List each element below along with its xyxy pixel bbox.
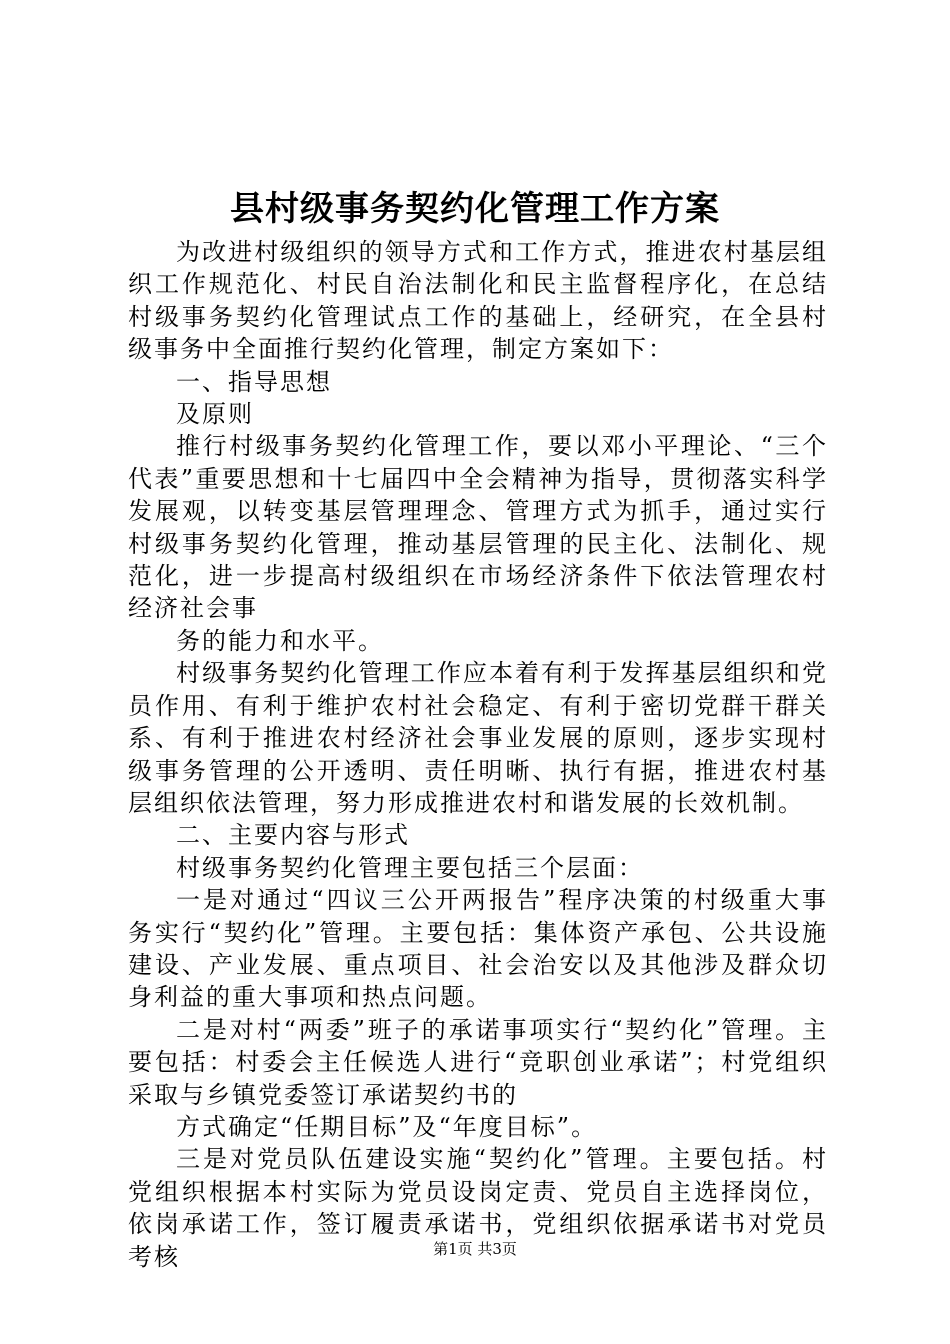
paragraph-principles: 村级事务契约化管理工作应本着有利于发挥基层组织和党员作用、有利于维护农村社会稳定、有利于密切党群干群关系、有利于推进农村经济社会事业发展的原则，逐步实现村级事务管理的公开透明、责任明晰、执行有据，推进农村基层组织依法管理，努力形成推进农村和谐发展的长效机制。 [128, 659, 828, 817]
document-title: 县村级事务契约化管理工作方案 [230, 189, 720, 229]
paragraph-guidance: 推行村级事务契约化管理工作，要以邓小平理论、“三个代表”重要思想和十七届四中全会精神为指导，贯彻落实科学发展观，以转变基层管理理念、管理方式为抓手，通过实行村级事务契约化管理，推动基层管理的民主化、法制化、规范化，进一步提高村级组织在市场经济条件下依法管理农村经济社会事 [128, 432, 828, 623]
document-body [128, 236, 828, 1273]
paragraph-level-two-continued: 方式确定“任期目标”及“年度目标”。 [176, 1112, 598, 1141]
heading-guiding-thought: 一、指导思想 [176, 367, 332, 396]
paragraph-three-levels: 村级事务契约化管理主要包括三个层面： [176, 853, 644, 882]
paragraph-level-two: 二是对村“两委”班子的承诺事项实行“契约化”管理。主要包括：村委会主任候选人进行“竞职创业承诺”；村党组织采取与乡镇党委签订承诺契约书的 [128, 1015, 828, 1109]
page-number: 第1页 共3页 [433, 1240, 517, 1258]
heading-main-content: 二、主要内容与形式 [176, 821, 410, 850]
heading-principles: 及原则 [176, 400, 254, 429]
paragraph-level-one: 一是对通过“四议三公开两报告”程序决策的村级重大事务实行“契约化”管理。主要包括：集体资产承包、公共设施建设、产业发展、重点项目、社会治安以及其他涉及群众切身利益的重大事项和热点问题。 [128, 886, 828, 1012]
paragraph-intro: 为改进村级组织的领导方式和工作方式，推进农村基层组织工作规范化、村民自治法制化和民主监督程序化，在总结村级事务契约化管理试点工作的基础上，经研究，在全县村级事务中全面推行契约化管理，制定方案如下： [128, 238, 828, 364]
paragraph-level-three: 三是对党员队伍建设实施“契约化”管理。主要包括。村党组织根据本村实际为党员设岗定责、党员自主选择岗位，依岗承诺工作，签订履责承诺书，党组织依据承诺书对党员考核 [128, 1145, 828, 1271]
paragraph-guidance-continued: 务的能力和水平。 [176, 626, 384, 655]
